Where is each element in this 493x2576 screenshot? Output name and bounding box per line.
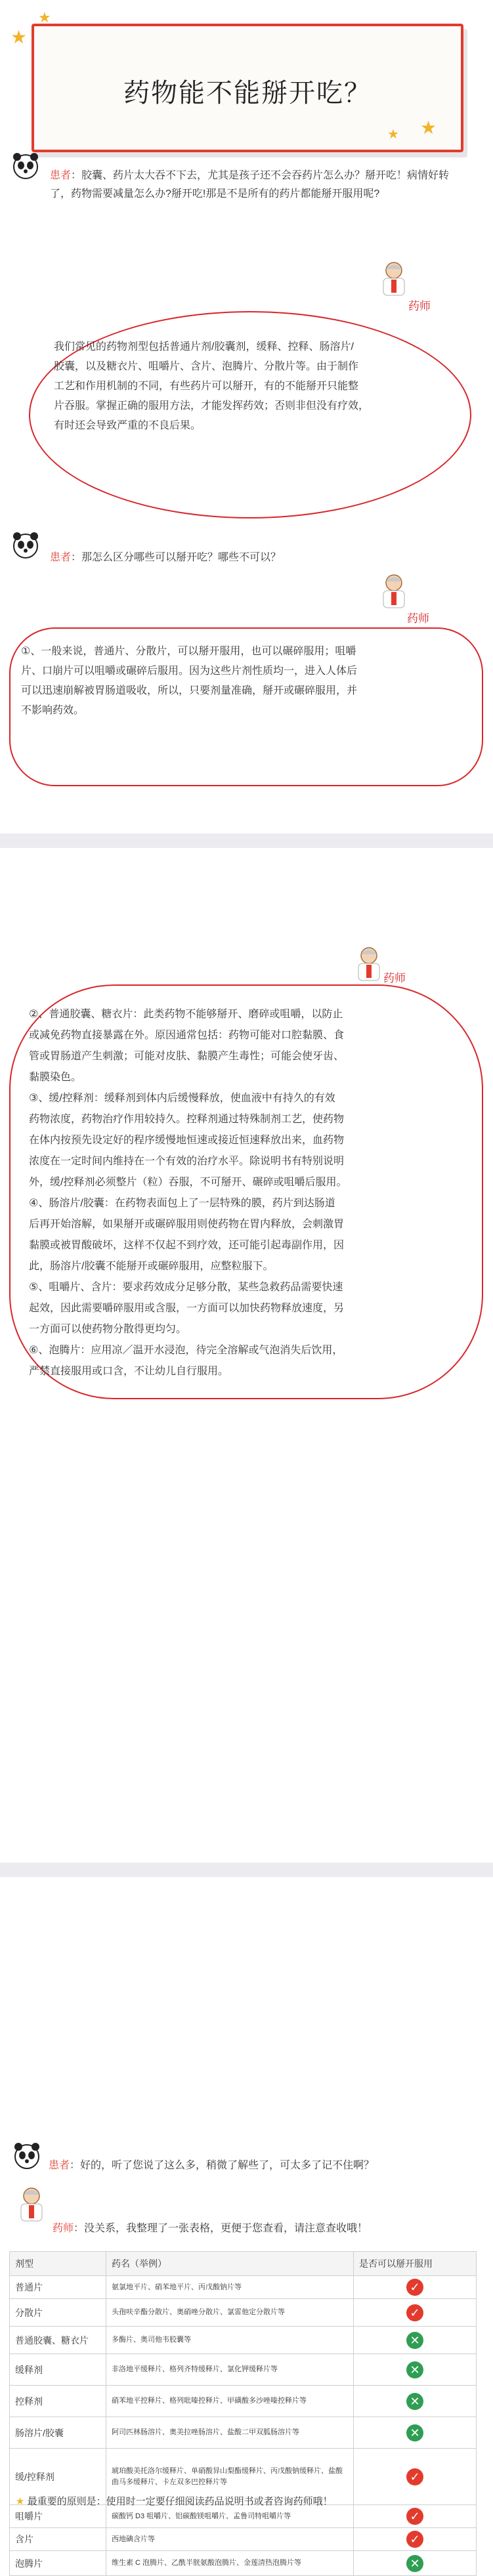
table-row <box>10 2299 477 2327</box>
cell-breakable <box>354 2551 477 2576</box>
cell-breakable <box>354 2528 477 2551</box>
answer-line: 或减免药物直接暴露在外。原因通常包括：药物可能对口腔黏膜、食 <box>29 1030 345 1041</box>
cell-breakable <box>354 2299 477 2327</box>
answer-line: 黏膜或被胃酸破坏，这样不仅起不到疗效，还可能引起毒副作用，因 <box>29 1240 345 1251</box>
star-icon: ★ <box>38 9 51 26</box>
pharmacist-label: 药师 <box>407 612 429 625</box>
table-row <box>10 2327 477 2354</box>
cell-examples: 头孢呋辛酯分散片、奥硝唑分散片、氯雷他定分散片等 <box>106 2299 354 2327</box>
answer-line: 片吞服。掌握正确的服用方法，才能发挥药效；否则非但没有疗效， <box>54 400 370 412</box>
answer-line: 一方面可以使药物分散得更均匀。 <box>29 1324 187 1335</box>
cell-breakable <box>354 2327 477 2354</box>
cell-form: 普通片 <box>10 2276 106 2299</box>
cell-form: 缓释剂 <box>10 2354 106 2386</box>
table-row <box>10 2551 477 2576</box>
patient-question-3 <box>49 2157 475 2175</box>
pharmacist-avatar-icon <box>352 945 386 982</box>
check-icon: ✓ <box>406 2508 423 2525</box>
cell-examples: 琥珀酸美托洛尔缓释片、单硝酸异山梨酯缓释片、丙戊酸钠缓释片、盐酸曲马多缓释片、卡左双多巴控释片等 <box>106 2449 354 2505</box>
cell-form: 控释剂 <box>10 2386 106 2417</box>
cell-examples: 硝苯地平控释片、格列吡嗪控释片、甲磺酸多沙唑嗪控释片等 <box>106 2386 354 2417</box>
table-header-row <box>10 2252 477 2276</box>
panda-avatar-icon <box>11 530 41 560</box>
cell-examples: 维生素 C 泡腾片、乙酰半胱氨酸泡腾片、金莲清热泡腾片等 <box>106 2551 354 2576</box>
cell-examples: 阿司匹林肠溶片、奥美拉唑肠溶片、盐酸二甲双胍肠溶片等 <box>106 2417 354 2449</box>
check-icon: ✓ <box>406 2468 423 2485</box>
answer-line: 在体内按预先设定好的程序缓慢地恒速或接近恒速释放出来，血药物 <box>29 1135 345 1146</box>
answer-line: 后再开始溶解，如果掰开或碾碎服用则使药物在胃内释放，会刺激胃 <box>29 1219 345 1230</box>
patient-question-2 <box>50 549 470 567</box>
table-row <box>10 2386 477 2417</box>
question-text: ：那怎么区分哪些可以掰开吃？哪些不可以？ <box>71 552 282 563</box>
star-icon: ★ <box>11 27 28 47</box>
cell-form: 分散片 <box>10 2299 106 2327</box>
answer-line: 不影响药效。 <box>21 705 85 716</box>
answer-line: 起效，因此需要嚼碎服用或含服，一方面可以加快药物释放速度，另 <box>29 1303 345 1314</box>
table-row <box>10 2354 477 2386</box>
cell-breakable <box>354 2386 477 2417</box>
cell-form: 普通胶囊、糖衣片 <box>10 2327 106 2354</box>
answer-line: 我们常见的药物剂型包括普通片剂/胶囊剂，缓释、控释、肠溶片/ <box>54 341 354 352</box>
answer-line: 黏膜染色。 <box>29 1072 82 1083</box>
pharmacist-avatar-icon <box>14 2185 49 2222</box>
cell-form: 肠溶片/胶囊 <box>10 2417 106 2449</box>
patient-label: 患者 <box>50 552 72 563</box>
panda-avatar-icon <box>12 2141 42 2171</box>
pharmacist-avatar-icon <box>377 572 411 609</box>
cross-icon: ✕ <box>406 2424 423 2441</box>
answer-line: ③、缓/控释剂：缓释剂到体内后缓慢释放，使血液中有持久的有效 <box>29 1093 335 1104</box>
cross-icon: ✕ <box>406 2555 423 2572</box>
answer-line: 药物浓度，药物治疗作用较持久。控释剂通过特殊制剂工艺，使药物 <box>29 1114 345 1125</box>
header-examples: 药名（举例） <box>106 2252 354 2276</box>
answer-line: 严禁直接服用或口含，不让幼儿自行服用。 <box>29 1366 229 1377</box>
cell-examples: 非洛地平缓释片、格列齐特缓释片、氯化钾缓释片等 <box>106 2354 354 2386</box>
table-row <box>10 2505 477 2528</box>
patient-label: 患者 <box>49 2160 70 2171</box>
patient-label: 患者 <box>50 170 72 181</box>
answer-text-2 <box>21 642 474 721</box>
pharmacist-label: 药师 <box>383 972 406 984</box>
answer-text-3 <box>29 1004 463 1382</box>
header-breakable: 是否可以掰开服用 <box>354 2252 477 2276</box>
cell-breakable <box>354 2449 477 2505</box>
answer-line: 外，缓/控释剂必须整片（粒）吞服，不可掰开、碾碎或咀嚼后服用。 <box>29 1177 347 1188</box>
cross-icon: ✕ <box>406 2332 423 2349</box>
footer-note <box>16 2494 333 2508</box>
answer-line: ④、肠溶片/胶囊：在药物表面包上了一层特殊的膜，药片到达肠道 <box>29 1198 335 1209</box>
pharmacist-label: 药师 <box>53 2223 74 2234</box>
page-title: 药物能不能掰开吃？ <box>123 79 372 108</box>
cell-breakable <box>354 2505 477 2528</box>
answer-line: ⑤、咀嚼片、含片：要求药效成分足够分散，某些急救药品需要快速 <box>29 1282 343 1293</box>
cross-icon: ✕ <box>406 2393 423 2410</box>
table-row <box>10 2276 477 2299</box>
answer-line: 片、口崩片可以咀嚼或碾碎后服用。因为这些片剂性质均一，进入人体后 <box>21 665 358 677</box>
header-form: 剂型 <box>10 2252 106 2276</box>
answer-line: 管或胃肠道产生刺激；可能对皮肤、黏膜产生毒性；可能会使牙齿、 <box>29 1051 345 1062</box>
cross-icon: ✕ <box>406 2361 423 2378</box>
reply-text: ：没关系，我整理了一张表格，更便于您查看，请注意查收哦！ <box>74 2223 368 2234</box>
answer-line: 有时还会导致严重的不良后果。 <box>54 420 202 431</box>
answer-line: 此，肠溶片/胶囊不能掰开或碾碎服用，应整粒服下。 <box>29 1261 274 1272</box>
question-text: ：好的，听了您说了这么多，稍微了解些了，可太多了记不住啊？ <box>70 2160 375 2171</box>
pharmacist-avatar-icon <box>377 260 411 297</box>
answer-text-1 <box>54 337 448 436</box>
star-icon: ★ <box>16 2496 25 2507</box>
cell-form: 泡腾片 <box>10 2551 106 2576</box>
answer-line: 工艺和作用机制的不同，有些药片可以掰开，有的不能掰开只能整 <box>54 381 359 392</box>
cell-form: 缓/控释剂 <box>10 2449 106 2505</box>
star-icon: ★ <box>387 127 399 142</box>
star-icon: ★ <box>420 117 437 138</box>
check-icon: ✓ <box>406 2531 423 2548</box>
cell-examples: 多酶片、奥司他韦胶囊等 <box>106 2327 354 2354</box>
cell-examples: 氨氯地平片、硝苯地平片、丙戊酸钠片等 <box>106 2276 354 2299</box>
question-text: ：胶囊、药片太大吞不下去，尤其是孩子还不会吞药片怎么办？掰开吃！病情好转了，药物需要减量怎么办?掰开吃!那是不是所有的药片都能掰开服用呢? <box>50 170 450 200</box>
check-icon: ✓ <box>406 2304 423 2321</box>
cell-form: 咀嚼片 <box>10 2505 106 2528</box>
answer-line: ②、普通胶囊、糖衣片：此类药物不能够掰开、磨碎或咀嚼，以防止 <box>29 1009 343 1020</box>
section-divider <box>0 834 493 848</box>
patient-question-1 <box>50 167 470 203</box>
medication-table <box>9 2251 477 2576</box>
pharmacist-reply <box>53 2220 479 2238</box>
table-row <box>10 2528 477 2551</box>
cell-examples: 碳酸钙 D3 咀嚼片、铝碳酸镁咀嚼片、孟鲁司特咀嚼片等 <box>106 2505 354 2528</box>
cell-examples: 西地碘含片等 <box>106 2528 354 2551</box>
pharmacist-label: 药师 <box>408 300 431 312</box>
answer-line: ⑥、泡腾片：应用凉／温开水浸泡，待完全溶解或气泡消失后饮用， <box>29 1345 343 1356</box>
cell-breakable <box>354 2276 477 2299</box>
check-icon: ✓ <box>406 2279 423 2296</box>
answer-line: ①、一般来说，普通片、分散片，可以掰开服用，也可以碾碎服用；咀嚼 <box>21 646 356 657</box>
answer-line: 胶囊，以及糖衣片、咀嚼片、含片、泡腾片、分散片等。由于制作 <box>54 361 359 372</box>
answer-line: 浓度在一定时间内维持在一个有效的治疗水平。除说明书有特别说明 <box>29 1156 345 1167</box>
section-divider <box>0 1863 493 1877</box>
table-row <box>10 2417 477 2449</box>
footer-text: 最重要的原则是：使用时一定要仔细阅读药品说明书或者咨询药师哦！ <box>27 2496 333 2507</box>
answer-line: 可以迅速崩解被胃肠道吸收，所以，只要剂量准确，掰开或碾碎服用，并 <box>21 685 358 696</box>
cell-form: 含片 <box>10 2528 106 2551</box>
cell-breakable <box>354 2354 477 2386</box>
cell-breakable <box>354 2417 477 2449</box>
panda-avatar-icon <box>11 151 41 181</box>
